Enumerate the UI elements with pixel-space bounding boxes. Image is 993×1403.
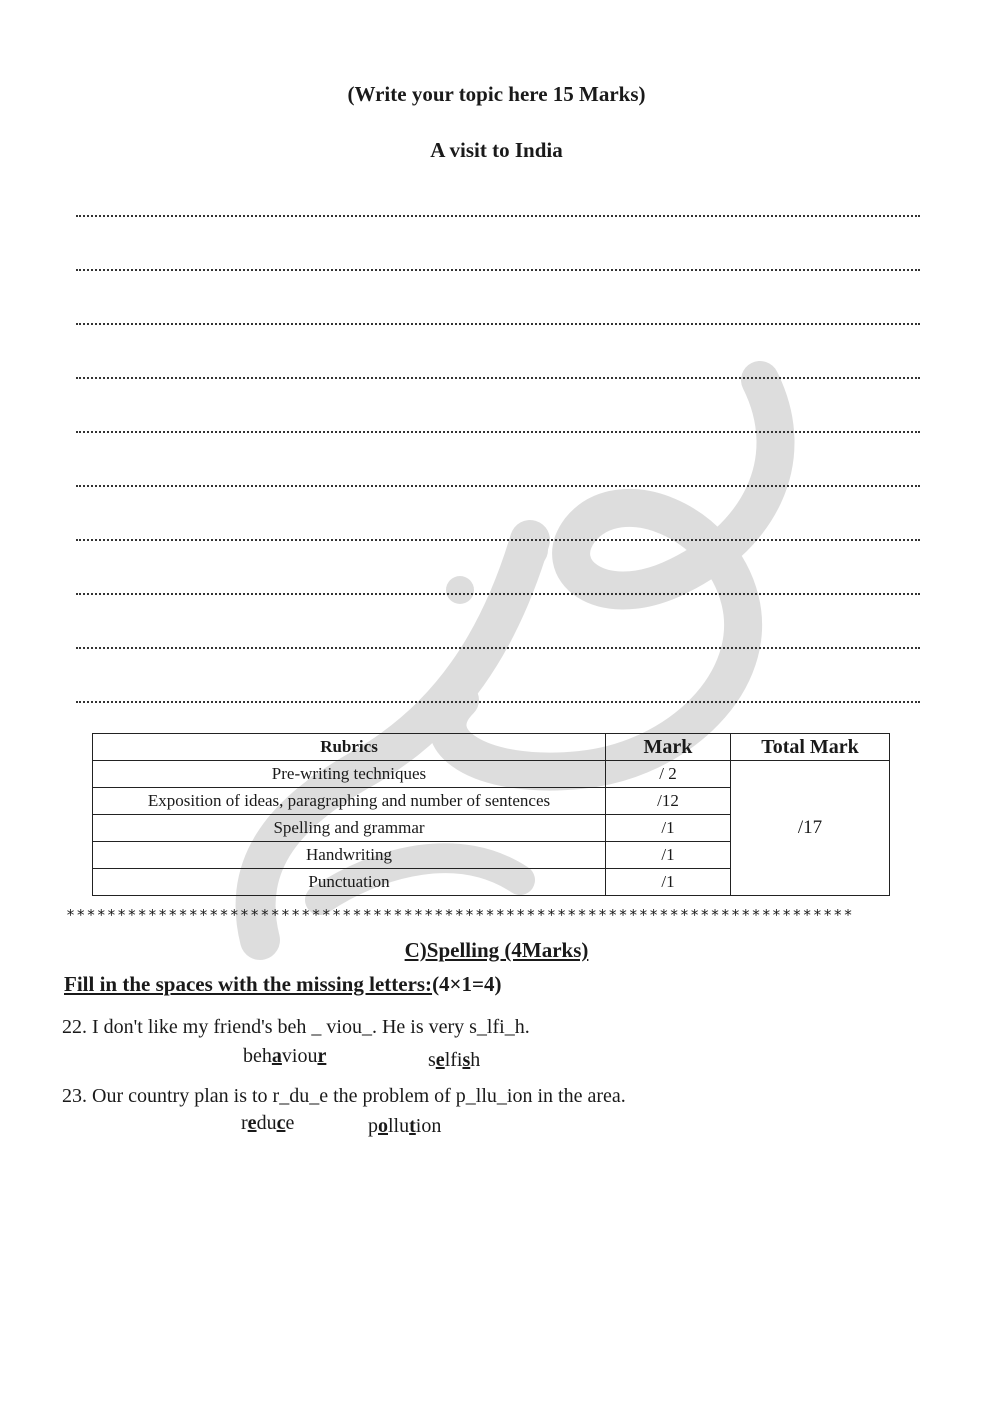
task-title: (Write your topic here 15 Marks) [347, 82, 646, 106]
rubric-row [93, 761, 890, 788]
rubric-header-row [93, 734, 890, 761]
total-mark-header: Total Mark [731, 734, 890, 761]
answer-pollution: pollution [368, 1115, 442, 1137]
rubrics-header: Rubrics [93, 734, 606, 761]
rubric-criterion: Punctuation [93, 869, 606, 896]
instruction [64, 972, 501, 997]
rubric-criterion: Spelling and grammar [93, 815, 606, 842]
section-heading: C)Spelling (4Marks) [404, 938, 589, 962]
answer-selfish: selfish [428, 1049, 481, 1071]
rubric-mark: /1 [606, 842, 731, 869]
rubric-mark: /1 [606, 815, 731, 842]
writing-line [76, 269, 920, 271]
rubric-criterion: Handwriting [93, 842, 606, 869]
writing-line [76, 701, 920, 703]
writing-line [76, 215, 920, 217]
rubric-mark: /12 [606, 788, 731, 815]
star-separator: ***************************************************************************** [66, 906, 854, 924]
mark-header: Mark [606, 734, 731, 761]
instruction-text: Fill in the spaces with the missing letters: [64, 972, 433, 996]
writing-line [76, 539, 920, 541]
rubric-criterion: Exposition of ideas, paragraphing and number of sentences [93, 788, 606, 815]
total-mark-cell: /17 [731, 761, 890, 896]
question-23: 23. Our country plan is to r_du_e the problem of p_llu_ion in the area. [62, 1085, 626, 1107]
writing-line [76, 377, 920, 379]
topic-heading: A visit to India [430, 138, 563, 162]
rubric-table [92, 733, 890, 896]
rubric-criterion: Pre-writing techniques [93, 761, 606, 788]
writing-line [76, 431, 920, 433]
instruction-marks: (4×1=4) [432, 972, 502, 996]
answer-reduce: reduce [241, 1112, 295, 1134]
arabic-watermark [200, 340, 840, 1000]
writing-line [76, 485, 920, 487]
writing-line [76, 323, 920, 325]
rubric-mark: /1 [606, 869, 731, 896]
writing-line [76, 647, 920, 649]
question-22: 22. I don't like my friend's beh _ viou_. He is very s_lfi_h. [62, 1016, 530, 1038]
rubric-mark: / 2 [606, 761, 731, 788]
writing-line [76, 593, 920, 595]
answer-behaviour: behaviour [243, 1045, 327, 1067]
